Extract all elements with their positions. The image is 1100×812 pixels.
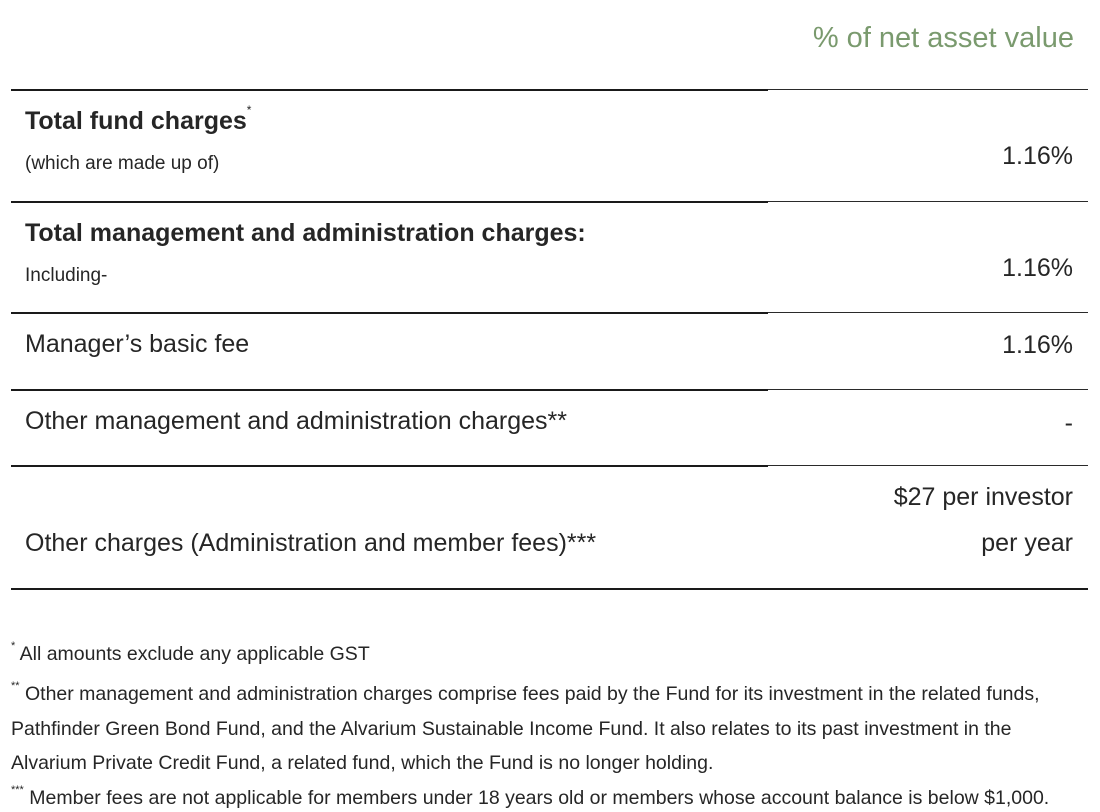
row-other-charges-value-line2: per year: [981, 529, 1073, 557]
footnote-text: Other management and administration charges comprise fees paid by the Fund for its investment in the related funds,: [24, 683, 1040, 705]
row-other-charges-label: Other charges (Administration and member fees)***: [25, 529, 597, 557]
footnote-other-mgmt-line2: Pathfinder Green Bond Fund, and the Alvarium Sustainable Income Fund. It also relates to its past investment in the: [11, 718, 1012, 740]
footnote-marker: *: [11, 640, 16, 652]
row-managers-basic-fee-value: 1.16%: [1002, 331, 1073, 359]
footnote-other-mgmt-line1: [11, 680, 1040, 706]
row-total-fund-charges-value: 1.16%: [1002, 142, 1073, 170]
footnote-member-fees: [11, 784, 1050, 810]
divider: [11, 465, 768, 467]
row-total-fund-charges-sub: (which are made up of): [25, 153, 220, 174]
row-other-mgmt-admin-label: Other management and administration charges**: [25, 407, 567, 435]
divider: [11, 201, 768, 203]
row-total-fund-charges-label: [25, 103, 252, 136]
row-other-mgmt-admin-value: -: [1064, 409, 1073, 437]
row-total-mgmt-admin-value: 1.16%: [1002, 254, 1073, 282]
row-managers-basic-fee-label: Manager’s basic fee: [25, 330, 250, 358]
footnote-text: Member fees are not applicable for members under 18 years old or members whose account balance is below $1,000.: [29, 787, 1050, 809]
column-header-percent-nav: % of net asset value: [812, 22, 1074, 54]
footnote-marker: *: [246, 103, 252, 117]
divider: [11, 312, 768, 314]
footnote-gst: [11, 640, 370, 666]
divider: [11, 588, 1088, 590]
divider: [768, 89, 1088, 90]
row-total-mgmt-admin-sub: Including-: [25, 265, 108, 286]
row-other-charges-value-line1: $27 per investor: [893, 483, 1073, 511]
divider: [11, 89, 768, 91]
footnote-marker: **: [11, 680, 20, 692]
row-total-mgmt-admin-label: Total management and administration charges:: [25, 219, 586, 247]
row-label-text: Total fund charges: [25, 107, 247, 135]
divider: [11, 389, 768, 391]
divider: [768, 312, 1088, 313]
divider: [768, 465, 1088, 466]
footnote-other-mgmt-line3: Alvarium Private Credit Fund, a related fund, which the Fund is no longer holding.: [11, 752, 714, 774]
footnote-text: All amounts exclude any applicable GST: [19, 643, 370, 665]
divider: [768, 201, 1088, 202]
footnote-marker: ***: [11, 784, 24, 796]
divider: [768, 389, 1088, 390]
